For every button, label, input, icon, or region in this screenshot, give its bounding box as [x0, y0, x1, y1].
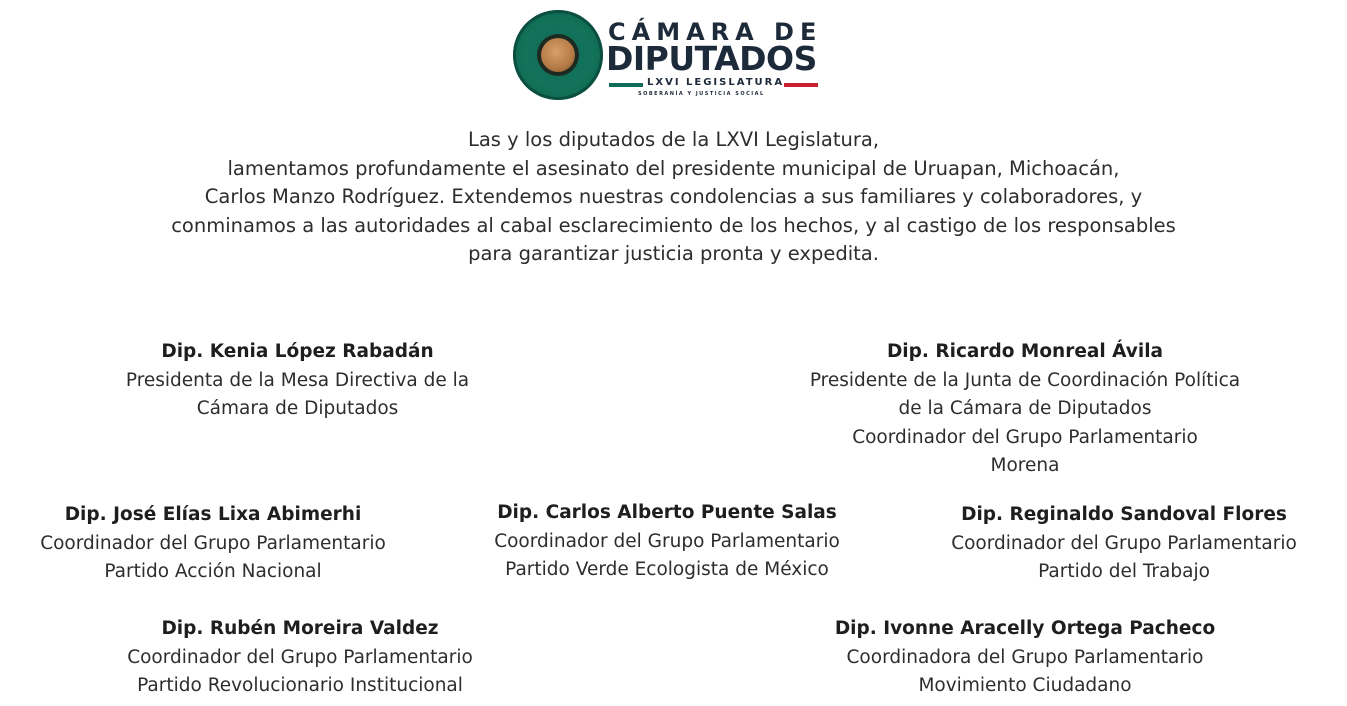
signatory-role: Movimiento Ciudadano: [918, 675, 1132, 696]
eagle-icon: [541, 38, 575, 72]
statement-line: Carlos Manzo Rodríguez. Extendemos nuestras condolencias a sus familiares y colaboradores, y: [204, 185, 1143, 208]
signatory-role: Presidente de la Junta de Coordinación Política: [809, 369, 1241, 391]
signatory-role: de la Cámara de Diputados: [898, 398, 1152, 419]
signatory-role: Coordinadora del Grupo Parlamentario: [846, 646, 1204, 668]
signatory-name: Dip. Rubén Moreira Valdez: [161, 618, 439, 639]
logo-legislature: LXVI LEGISLATURA: [647, 77, 785, 88]
signatory-role: Morena: [990, 455, 1060, 476]
chamber-logo: [513, 10, 823, 102]
statement-line: para garantizar justicia pronta y expedita.: [468, 242, 879, 265]
signatory-name: Dip. José Elías Lixa Abimerhi: [64, 504, 362, 525]
signatory-name: Dip. Ricardo Monreal Ávila: [886, 341, 1164, 362]
signatory-role: Presidenta de la Mesa Directiva de la: [125, 369, 470, 391]
statement-line: conminamos a las autoridades al cabal esclarecimiento de los hechos, y al castigo de los responsables: [171, 213, 1176, 237]
signatory-role: Partido del Trabajo: [1038, 561, 1210, 582]
coat-of-arms-seal-icon: [513, 10, 603, 100]
signatory-role: Coordinador del Grupo Parlamentario: [852, 426, 1198, 448]
statement-line: Las y los diputados de la LXVI Legislatura,: [467, 128, 880, 151]
signatory-name: Dip. Reginaldo Sandoval Flores: [961, 504, 1287, 525]
signatory-role: Coordinador del Grupo Parlamentario: [951, 532, 1297, 554]
signatory-name: Dip. Ivonne Aracelly Ortega Pacheco: [834, 618, 1216, 639]
logo-green-bar: [609, 83, 643, 87]
signatory-lopez-rabadan: [70, 338, 525, 424]
signatory-moreira-valdez: [82, 615, 518, 701]
signatory-puente-salas: [452, 499, 882, 585]
logo-motto: SOBERANÍA Y JUSTICIA SOCIAL: [638, 91, 765, 97]
signatory-monreal-avila: [735, 338, 1315, 481]
signatory-name: Dip. Kenia López Rabadán: [161, 341, 434, 362]
signatory-role: Partido Revolucionario Institucional: [137, 675, 463, 696]
signatory-ortega-pacheco: [800, 615, 1250, 701]
signatory-sandoval-flores: [908, 501, 1340, 587]
signatory-role: Partido Verde Ecologista de México: [505, 559, 829, 580]
signatory-lixa-abimerhi: [0, 501, 426, 587]
signatory-role: Coordinador del Grupo Parlamentario: [40, 532, 386, 554]
logo-title-line1: CÁMARA DE: [608, 18, 823, 46]
signatory-role: Partido Acción Nacional: [104, 561, 322, 582]
signatory-name: Dip. Carlos Alberto Puente Salas: [497, 502, 837, 523]
signatory-role: Coordinador del Grupo Parlamentario: [127, 646, 473, 668]
signatory-role: Coordinador del Grupo Parlamentario: [494, 530, 840, 552]
signatory-role: Cámara de Diputados: [196, 398, 399, 419]
statement-line: lamentamos profundamente el asesinato del presidente municipal de Uruapan, Michoacán,: [227, 156, 1120, 180]
condolence-statement: [0, 126, 1347, 269]
logo-title-line2: DIPUTADOS: [606, 39, 817, 78]
logo-red-bar: [784, 83, 818, 87]
